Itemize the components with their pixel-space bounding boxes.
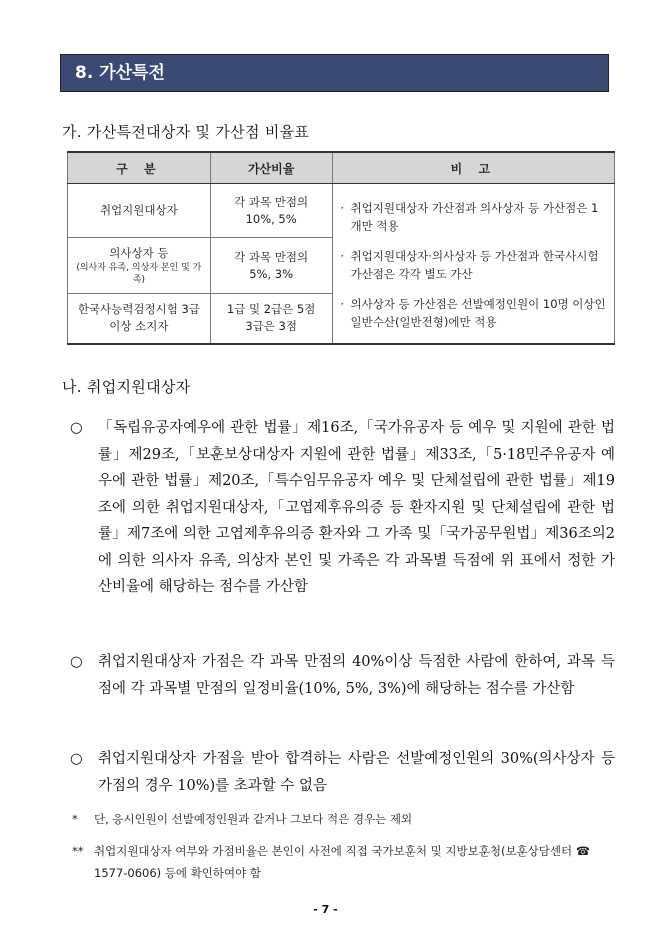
header-category: 구 분	[68, 152, 211, 184]
footnote-text: 단, 응시인원이 선발예정인원과 같거나 그보다 적은 경우는 제외	[94, 812, 413, 826]
paragraph-text: 취업지원대상자 가점은 각 과목 만점의 40%이상 득점한 사람에 한하여, 과목 득점에 각 과목별 만점의 일정비율(10%, 5%, 3%)에 해당하는 점수를 가산함	[98, 654, 615, 697]
subsection-b-title: 나. 취업지원대상자	[62, 378, 191, 396]
table-header-row	[68, 152, 615, 184]
bullet-marker: ○	[70, 420, 83, 436]
note-item	[341, 295, 608, 331]
category-label: 취업지원대상자	[99, 203, 178, 217]
row-category	[68, 294, 211, 344]
note-marker: ·	[340, 201, 345, 216]
footnote-mark: **	[72, 844, 84, 858]
note-text: 취업지원대상자 가산점과 의사상자 등 가산점은 1개만 적용	[350, 201, 599, 234]
paragraph	[70, 649, 615, 702]
category-label: 한국사능력검정시험 3급 이상 소지자	[77, 302, 200, 334]
footnote	[72, 808, 617, 830]
footnote-text: 취업지원대상자 여부와 가점비율은 본인이 사전에 직접 국가보훈처 및 지방보훈청(보훈상담센터 ☎ 1577-0606) 등에 확인하여야 함	[94, 844, 591, 880]
paragraph	[70, 415, 615, 601]
section-title-bar	[60, 54, 609, 92]
footnote-mark: *	[72, 812, 78, 826]
page-number: - 7 -	[313, 903, 338, 916]
paragraph	[70, 746, 615, 799]
ratio-line1: 1급 및 2급은 5점	[226, 302, 316, 317]
row-category	[68, 238, 211, 294]
header-notes: 비 고	[332, 152, 614, 184]
category-label: 의사상자 등	[109, 246, 169, 260]
footnote	[72, 840, 617, 884]
note-marker: ·	[340, 297, 345, 312]
paragraph-text: 「독립유공자예우에 관한 법률」제16조,「국가유공자 등 예우 및 지원에 관한 법률」제29조,「보훈보상대상자 지원에 관한 법률」제33조,「5·18민주유공자 예우에 관한 법률」제20조,「특수임무유공자 예우 및 단체설립에 관한 법률」제19조에 의한 취업지원대상자,「고엽제후유의증 등 환자지원 및 단체설립에 관한 법률」제7조에 의한 고엽제후유의증 환자와 그 가족 및「국가공무원법」제36조의2에 의한 의사자 유족, 의상자 본인 및 가족은 각 과목별 득점에 위 표에서 정한 가산비율에 해당하는 점수를 가산함	[98, 420, 615, 595]
category-sub-label: (의사자 유족, 의상자 본인 및 가족)	[76, 263, 202, 285]
note-text: 의사상자 등 가산점은 선발예정인원이 10명 이상인 일반수산(일반전형)에만 적용	[350, 297, 606, 330]
ratio-line2: 5%, 3%	[249, 266, 294, 281]
notes-cell	[332, 184, 614, 344]
row-ratio	[210, 238, 332, 294]
subsection-a-title: 가. 가산특전대상자 및 가산점 비율표	[62, 123, 310, 141]
bullet-marker: ○	[70, 751, 83, 767]
header-ratio: 가산비율	[210, 152, 332, 184]
note-marker: ·	[340, 249, 345, 264]
ratio-line1: 각 과목 만점의	[234, 249, 309, 264]
ratio-line2: 3급은 3점	[245, 319, 297, 334]
paragraph-text: 취업지원대상자 가점을 받아 합격하는 사람은 선발예정인원의 30%(의사상자 등 가점의 경우 10%)를 초과할 수 없음	[98, 751, 615, 794]
bullet-marker: ○	[70, 654, 83, 670]
row-ratio	[210, 184, 332, 238]
section-title: 8. 가산특전	[75, 63, 165, 83]
note-item	[341, 199, 608, 235]
table-row	[68, 184, 615, 238]
row-ratio	[210, 294, 332, 344]
ratio-line1: 각 과목 만점의	[234, 194, 309, 209]
note-text: 취업지원대상자·의사상자 등 가산점과 한국사시험 가산점은 각각 별도 가산	[350, 249, 599, 282]
bonus-points-table	[67, 151, 615, 345]
note-item	[341, 247, 608, 283]
ratio-line2: 10%, 5%	[245, 211, 297, 226]
row-category	[68, 184, 211, 238]
